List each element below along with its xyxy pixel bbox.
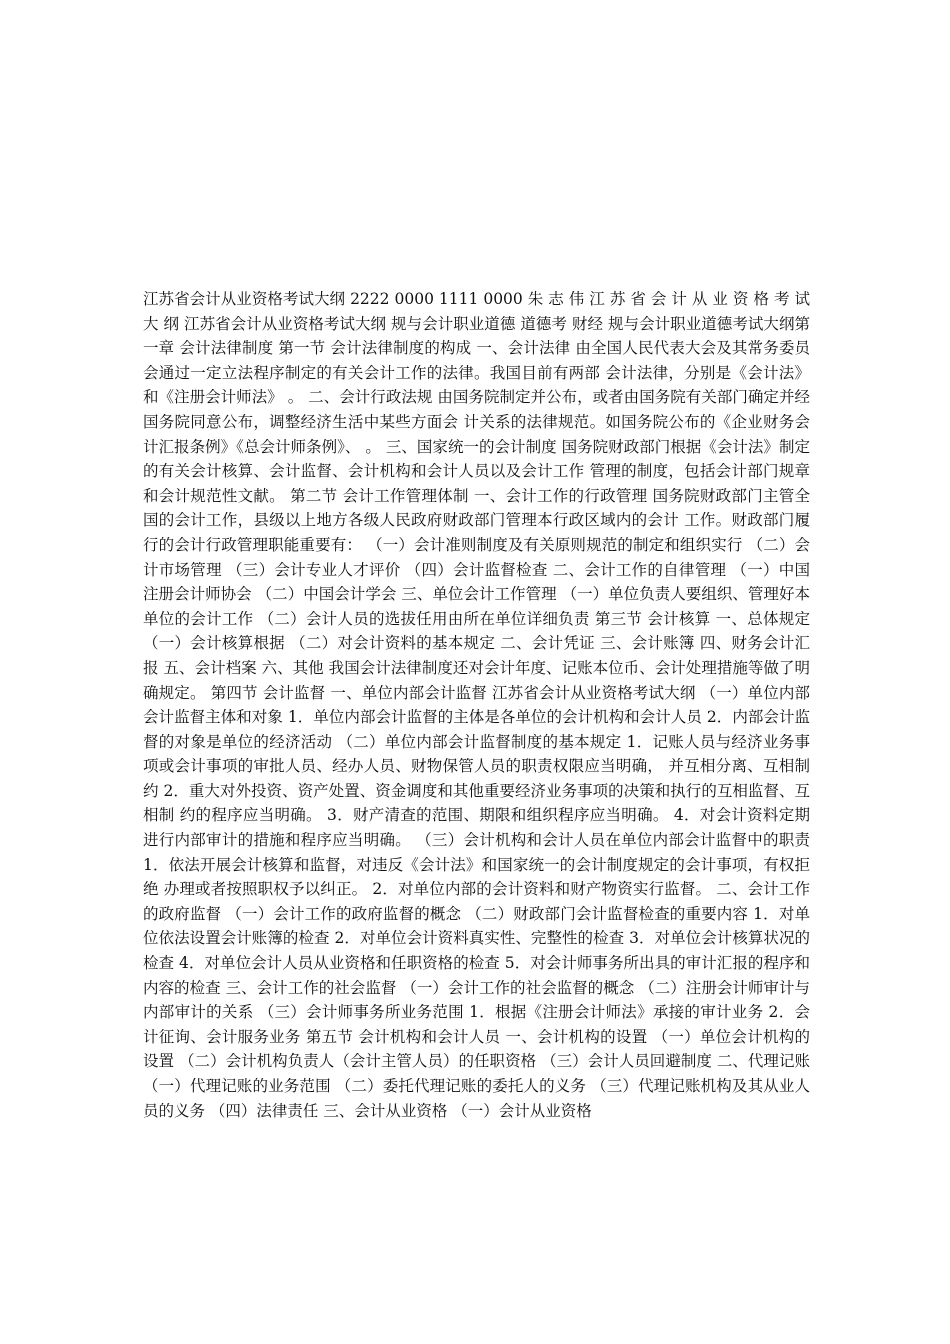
body-paragraph: 江苏省会计从业资格考试大纲 2222 0000 1111 0000 朱 志 伟 江 苏 省 会 计 从 业 资 格 考 试 大 纲 江苏省会计从业资格考试大纲 规与会计职业道德 道德考 财经 规与会计职业道德考试大纲第一章 会计法律制度 第一节 会计法律制度的构成 一、会计法律 由全国人民代表大会及其常务委员会通过一定立法程序制定的有关会计工作的法律。我国目前有两部 会计法律，分别是《会计法》和《注册会计师法》 。 二、会计行政法规 由国务院制定并公布，或者由国务院有关部门确定并经国务院同意公布，调整经济生活中某些方面会 计关系的法律规范。如国务院公布的《企业财务会计汇报条例》《总会计师条例》、 。 三、国家统一的会计制度 国务院财政部门根据《会计法》制定的有关会计核算、会计监督、会计机构和会计人员以及会计工作 管理的制度，包括会计部门规章和会计规范性文献。 第二节 会计工作管理体制 一、会计工作的行政管理 国务院财政部门主管全国的会计工作，县级以上地方各级人民政府财政部门管理本行政区域内的会计 工作。财政部门履行的会计行政管理职能重要有： （一）会计准则制度及有关原则规范的制定和组织实行 （二）会计市场管理 （三）会计专业人才评价 （四）会计监督检查 二、会计工作的自律管理 （一）中国注册会计师协会 （二）中国会计学会 三、单位会计工作管理 （一）单位负责人要组织、管理好本单位的会计工作 （二）会计人员的选拔任用由所在单位详细负责 第三节 会计核算 一、总体规定 （一）会计核算根据 （二）对会计资料的基本规定 二、会计凭证 三、会计账簿 四、财务会计汇报 五、会计档案 六、其他 我国会计法律制度还对会计年度、记账本位币、会计处理措施等做了明确规定。 第四节 会计监督 一、单位内部会计监督 江苏省会计从业资格考试大纲 （一）单位内部会计监督主体和对象 1．单位内部会计监督的主体是各单位的会计机构和会计人员 2．内部会计监督的对象是单位的经济活动 （二）单位内部会计监督制度的基本规定 1．记账人员与经济业务事项或会计事项的审批人员、经办人员、财物保管人员的职责权限应当明确， 并互相分离、互相制约 2．重大对外投资、资产处置、资金调度和其他重要经济业务事项的决策和执行的互相监督、互相制 约的程序应当明确。 3．财产清查的范围、期限和组织程序应当明确。 4．对会计资料定期进行内部审计的措施和程序应当明确。 （三）会计机构和会计人员在单位内部会计监督中的职责 1．依法开展会计核算和监督，对违反《会计法》和国家统一的会计制度规定的会计事项，有权拒绝 办理或者按照职权予以纠正。 2．对单位内部的会计资料和财产物资实行监督。 二、会计工作的政府监督 （一）会计工作的政府监督的概念 （二）财政部门会计监督检查的重要内容 1．对单位依法设置会计账簿的检查 2．对单位会计资料真实性、完整性的检查 3．对单位会计核算状况的检查 4．对单位会计人员从业资格和任职资格的检查 5．对会计师事务所出具的审计汇报的程序和内容的检查 三、会计工作的社会监督 （一）会计工作的社会监督的概念 （二）注册会计师审计与内部审计的关系 （三）会计师事务所业务范围 1．根据《注册会计师法》承接的审计业务 2．会计征询、会计服务业务 第五节 会计机构和会计人员 一、会计机构的设置 （一）单位会计机构的设置 （二）会计机构负责人（会计主管人员）的任职资格 （三）会计人员回避制度 二、代理记账 （一）代理记账的业务范围 （二）委托代理记账的委托人的义务 （三）代理记账机构及其从业人员的义务 （四）法律责任 三、会计从业资格 （一）会计从业资格 [143, 290, 810, 1120]
